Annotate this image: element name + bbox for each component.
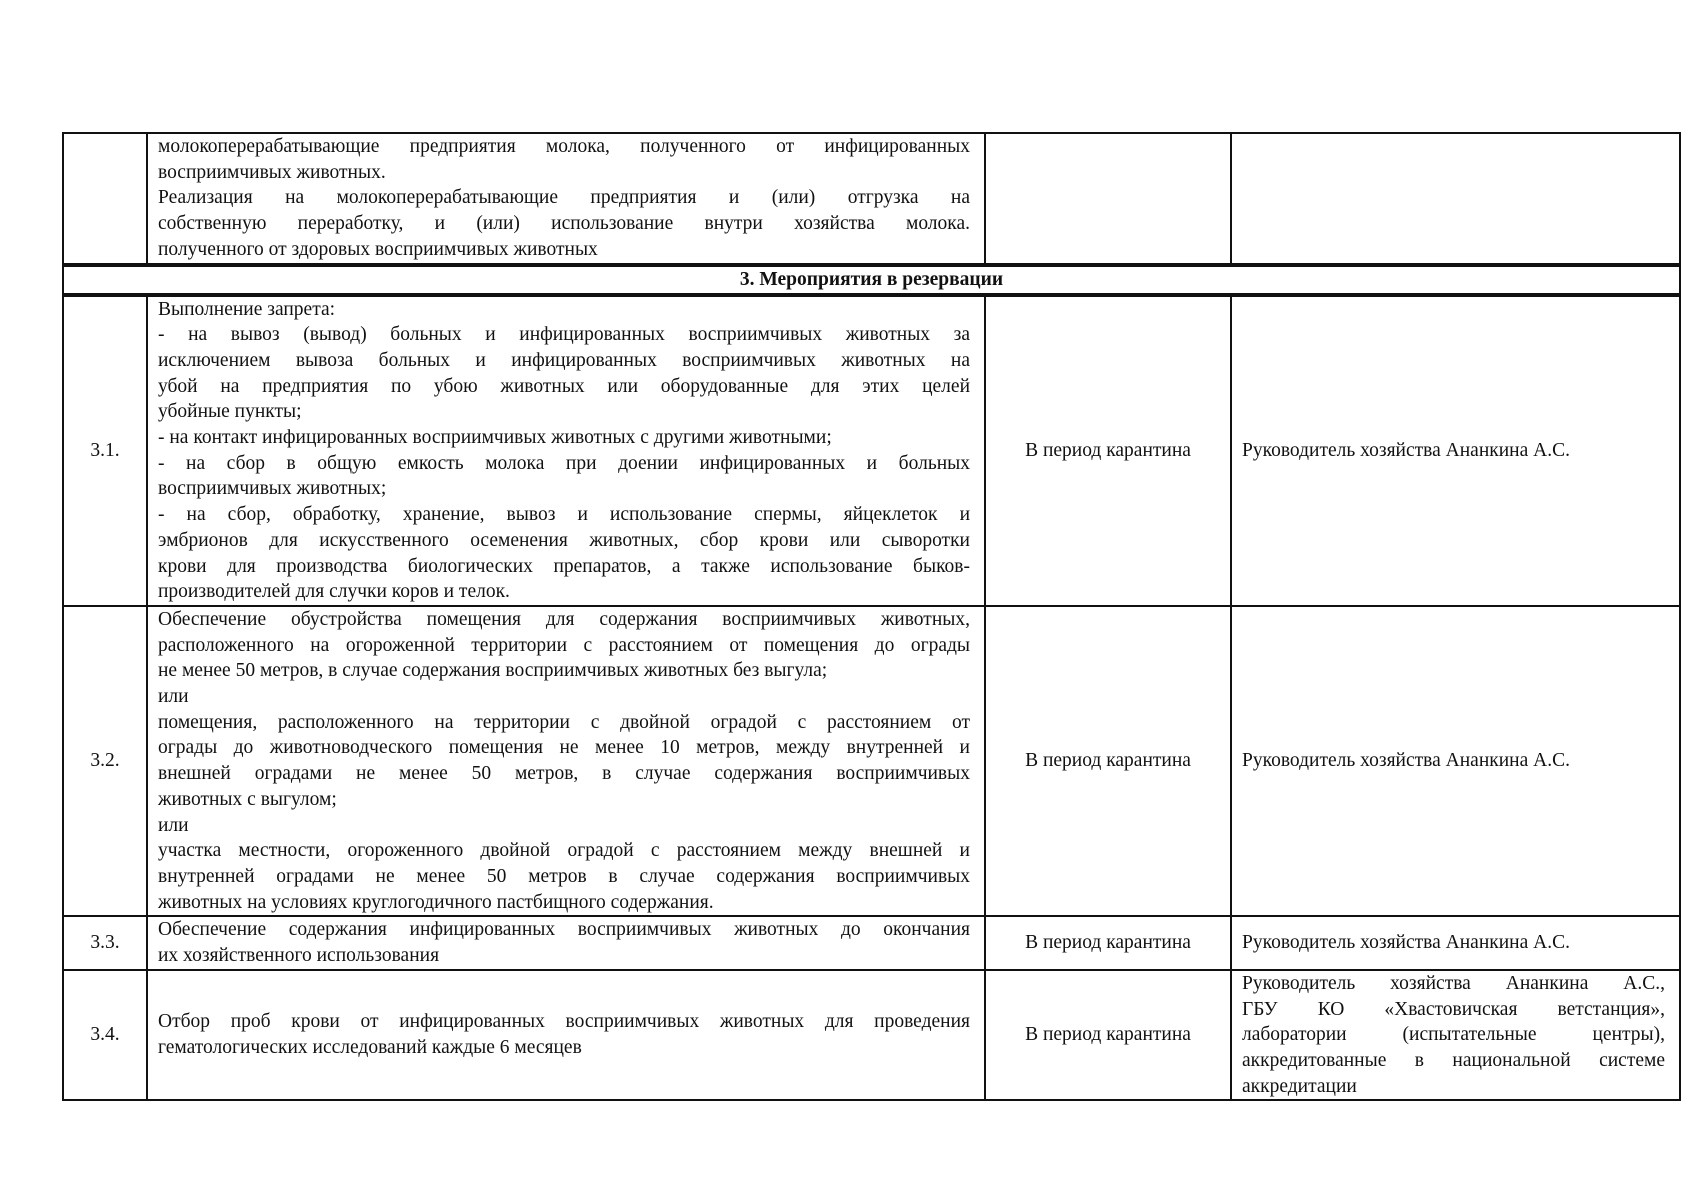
text-line: полученного от здоровых восприимчивых животных bbox=[158, 238, 598, 260]
responsible-line: ГБУ КО «Хвастовичская ветстанция», bbox=[1242, 998, 1665, 1020]
text-line: собственную переработку, и (или) использование внутри хозяйства молока. bbox=[158, 213, 970, 235]
measure-text-cell bbox=[147, 606, 985, 916]
section-header-row bbox=[63, 265, 1680, 295]
text-line: животных с выгулом; bbox=[158, 788, 337, 810]
responsible-line: аккредитованные в национальной системе bbox=[1242, 1049, 1665, 1071]
text-line: - на контакт инфицированных восприимчивых животных с другими животными; bbox=[158, 427, 832, 449]
measure-text-cell bbox=[147, 295, 985, 606]
table-row bbox=[63, 606, 1680, 916]
responsible-cell bbox=[1231, 133, 1680, 265]
responsible-cell: Руководитель хозяйства Ананкина А.С. bbox=[1231, 295, 1680, 606]
text-line: Отбор проб крови от инфицированных восприимчивых животных для проведения bbox=[158, 1011, 970, 1033]
period-cell bbox=[985, 133, 1231, 265]
measures-table bbox=[62, 132, 1681, 1101]
row-number: 3.4. bbox=[63, 970, 147, 1101]
row-number: 3.3. bbox=[63, 916, 147, 969]
period-cell: В период карантина bbox=[985, 295, 1231, 606]
text-line: их хозяйственного использования bbox=[158, 945, 440, 967]
period-cell: В период карантина bbox=[985, 970, 1231, 1101]
text-line: или bbox=[158, 686, 189, 708]
text-line: исключением вывоза больных и инфицированных восприимчивых животных на bbox=[158, 349, 970, 371]
text-line: эмбрионов для искусственного осеменения животных, сбор крови или сыворотки bbox=[158, 529, 970, 551]
text-line: молокоперерабатывающие предприятия молока, полученного от инфицированных bbox=[158, 136, 970, 157]
text-line: убой на предприятия по убою животных или оборудованные для этих целей bbox=[158, 375, 970, 397]
text-line: - на сбор, обработку, хранение, вывоз и использование спермы, яйцеклеток и bbox=[158, 504, 970, 526]
text-line: восприимчивых животных; bbox=[158, 478, 387, 500]
section-title: 3. Мероприятия в резервации bbox=[63, 265, 1680, 295]
table-row-continuation bbox=[63, 133, 1680, 265]
text-line: - на вывоз (вывод) больных и инфицированных восприимчивых животных за bbox=[158, 324, 970, 346]
text-line: Реализация на молокоперерабатывающие предприятия и (или) отгрузка на bbox=[158, 187, 970, 209]
text-line: Обеспечение содержания инфицированных восприимчивых животных до окончания bbox=[158, 919, 970, 941]
text-line: внутренней оградами не менее 50 метров в случае содержания восприимчивых bbox=[158, 865, 970, 887]
responsible-line: лаборатории (испытательные центры), bbox=[1242, 1024, 1665, 1046]
table-row bbox=[63, 916, 1680, 969]
text-line: не менее 50 метров, в случае содержания восприимчивых животных без выгула; bbox=[158, 660, 828, 682]
measure-text-cell bbox=[147, 970, 985, 1101]
period-cell: В период карантина bbox=[985, 606, 1231, 916]
responsible-cell bbox=[1231, 970, 1680, 1101]
measure-text-cell bbox=[147, 133, 985, 265]
text-line: участка местности, огороженного двойной оградой с расстоянием между внешней и bbox=[158, 840, 970, 862]
text-line: Обеспечение обустройства помещения для содержания восприимчивых животных, bbox=[158, 608, 970, 630]
table-row bbox=[63, 970, 1680, 1101]
text-line: убойные пункты; bbox=[158, 401, 302, 423]
text-line: - на сбор в общую емкость молока при доении инфицированных и больных bbox=[158, 452, 970, 474]
text-line: ограды до животноводческого помещения не менее 10 метров, между внутренней и bbox=[158, 737, 970, 759]
text-line: внешней оградами не менее 50 метров, в случае содержания восприимчивых bbox=[158, 763, 970, 785]
text-line: помещения, расположенного на территории с двойной оградой с расстоянием от bbox=[158, 711, 970, 733]
row-number: 3.2. bbox=[63, 606, 147, 916]
text-line: гематологических исследований каждые 6 месяцев bbox=[158, 1037, 582, 1059]
period-cell: В период карантина bbox=[985, 916, 1231, 969]
table-row bbox=[63, 295, 1680, 606]
text-line: расположенного на огороженной территории с расстоянием от помещения до ограды bbox=[158, 634, 970, 656]
responsible-cell: Руководитель хозяйства Ананкина А.С. bbox=[1231, 606, 1680, 916]
text-line: животных на условиях круглогодичного пастбищного содержания. bbox=[158, 891, 714, 913]
measure-text-cell bbox=[147, 916, 985, 969]
responsible-line: Руководитель хозяйства Ананкина А.С., bbox=[1242, 972, 1665, 994]
responsible-cell: Руководитель хозяйства Ананкина А.С. bbox=[1231, 916, 1680, 969]
text-line: крови для производства биологических препаратов, а также использование быков- bbox=[158, 555, 970, 577]
text-line: производителей для случки коров и телок. bbox=[158, 581, 510, 603]
text-line: восприимчивых животных. bbox=[158, 161, 386, 183]
text-line: или bbox=[158, 814, 189, 836]
row-number: 3.1. bbox=[63, 295, 147, 606]
text-line: Выполнение запрета: bbox=[158, 298, 336, 320]
row-number-cell bbox=[63, 133, 147, 265]
responsible-line: аккредитации bbox=[1242, 1075, 1357, 1097]
